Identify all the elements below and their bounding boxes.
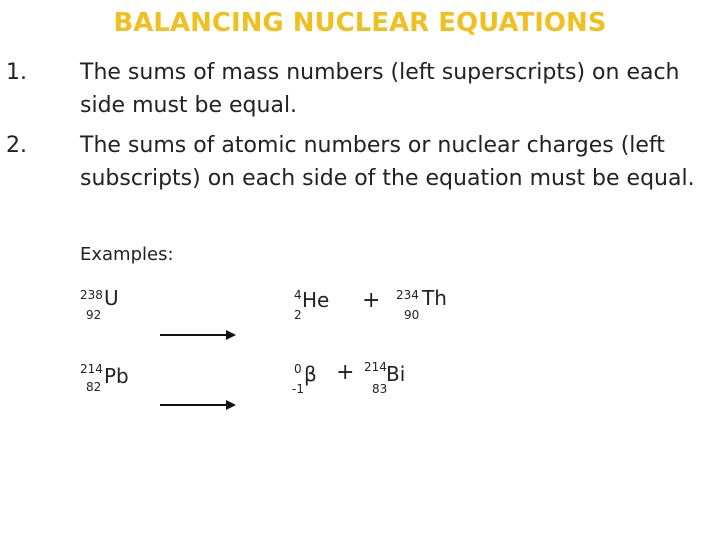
plus-sign: + xyxy=(336,360,355,385)
rule-text-2: The sums of atomic numbers or nuclear charges (left subscripts) on each side of the equation must be equal. xyxy=(80,133,695,191)
product-symbol: He xyxy=(302,288,330,312)
product-symbol: Bi xyxy=(386,362,406,386)
page-title: BALANCING NUCLEAR EQUATIONS xyxy=(113,8,607,38)
reactant-mass-number: 238 xyxy=(80,288,103,302)
rule-number-1: 1. xyxy=(6,60,27,85)
examples-label: Examples: xyxy=(80,244,174,265)
product-mass-number: 4 xyxy=(294,288,302,302)
product-atomic-number: -1 xyxy=(292,382,304,396)
reactant-atomic-number: 92 xyxy=(86,308,102,322)
product-mass-number: 214 xyxy=(364,360,387,374)
product-symbol: Th xyxy=(422,286,447,310)
reactant-symbol: Pb xyxy=(104,364,129,388)
rule-number-2: 2. xyxy=(6,133,27,158)
reaction-arrow-icon xyxy=(158,398,238,412)
product-mass-number: 234 xyxy=(396,288,419,302)
product-atomic-number: 83 xyxy=(372,382,388,396)
product-atomic-number: 2 xyxy=(294,308,302,322)
reactant-atomic-number: 82 xyxy=(86,380,102,394)
product-atomic-number: 90 xyxy=(404,308,420,322)
product-symbol: β xyxy=(304,362,317,386)
rule-text-1: The sums of mass numbers (left superscripts) on each side must be equal. xyxy=(80,60,680,118)
reactant-symbol: U xyxy=(104,286,119,310)
reaction-arrow-icon xyxy=(158,328,238,342)
plus-sign: + xyxy=(362,288,381,313)
reactant-mass-number: 214 xyxy=(80,362,103,376)
product-mass-number: 0 xyxy=(294,362,302,376)
